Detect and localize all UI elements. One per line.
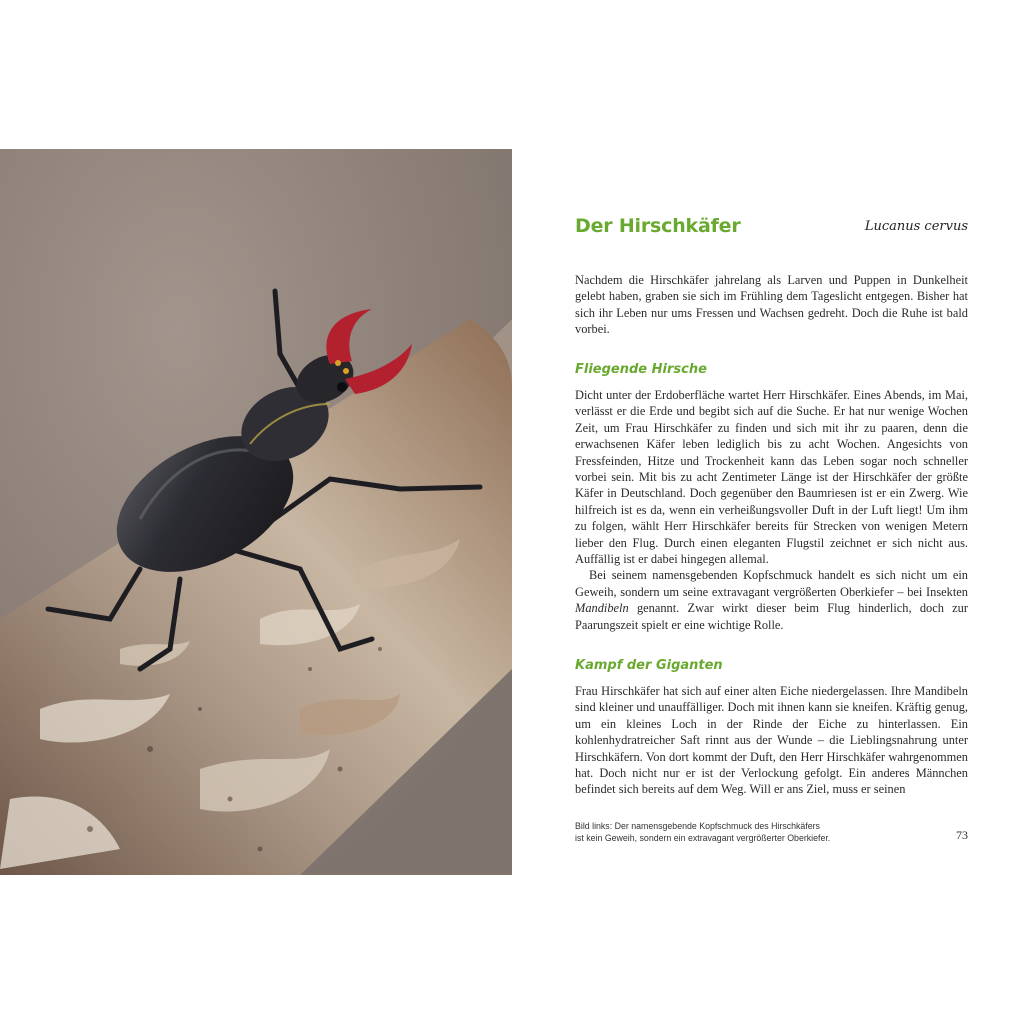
section2-paragraph: Frau Hirschkäfer hat sich auf einer alten Eiche niedergelassen. Ihre Mandibeln sind kleiner und unauffälliger. Doch mit ihnen kann sie kneifen. Kräftig genug, um ein kleines Loch in der Rinde der Eiche zu hinterlassen. Ein kohlenhydratreicher Saft rinnt aus der Wunde – die Lieblingsnahrung unter Hirschkäfern. Von dort kommt der Duft, den Herr Hirschkäfer wahrgenommen hat. Doch nicht nur er ist der Verlockung gefolgt. Ein anderes Männchen befindet sich bereits auf dem Weg. Will er ans Ziel, muss er seinen <box>575 684 968 797</box>
section1-paragraph-1: Dicht unter der Erdoberfläche wartet Herr Hirschkäfer. Eines Abends, im Mai, verlässt er die Erde und begibt sich auf die Suche. Er hat nur wenige Wochen Zeit, um Frau Hirschkäfer zu finden und sich mit ihr zu paaren, denn die erwachsenen Käfer leben lediglich bis zu acht Wochen. Angesichts von Fressfeinden, Hitze und Trockenheit kann das Leben sogar noch schneller vorbei sein. Mit bis zu acht Zentimeter Länge ist der Hirschkäfer der größte Käfer in Deutschland. Doch gegenüber den Baumriesen ist er ein Zwerg. Wie hilfreich ist es da, wenn ein verheißungsvoller Duft in der Luft liegt! Um ihm zu folgen, wählt Herr Hirschkäfer bereits für Strecken von wenigen Metern lieber den Flug. Durch einen eleganten Flugstil zeichnet er sich nicht aus. Auffällig ist er dabei hingegen allemal. <box>575 388 968 567</box>
latin-name: Lucanus cervus <box>864 219 968 234</box>
section1-paragraph <box>575 387 968 633</box>
section-heading-kampf-der-giganten: Kampf der Giganten <box>575 658 723 673</box>
section1-paragraph-2 <box>575 567 968 633</box>
section1-p2-after: genannt. Zwar wirkt dieser beim Flug hinderlich, doch zur Paarungszeit spielt er eine wichtige Rolle. <box>575 601 968 632</box>
section-heading-fliegende-hirsche: Fliegende Hirsche <box>575 362 707 377</box>
beetle-photo <box>0 149 512 875</box>
beetle-illustration <box>0 149 512 875</box>
section1-p2-before: Bei seinem namensgebenden Kopfschmuck handelt es sich nicht um ein Geweih, sondern um seine extravagant vergrößerten Oberkiefer – bei Insekten <box>575 568 968 599</box>
caption-line-1: Bild links: Der namensgebende Kopfschmuck des Hirschkäfers <box>575 821 820 831</box>
intro-paragraph: Nachdem die Hirschkäfer jahrelang als Larven und Puppen in Dunkelheit gelebt haben, graben sie sich im Frühling dem Tageslicht entgegen. Bisher hat sich ihr Leben nur ums Fressen und Wachsen gedreht. Doch die Ruhe ist bald vorbei. <box>575 273 968 337</box>
caption-line-2: ist kein Geweih, sondern ein extravagant vergrößerter Oberkiefer. <box>575 833 831 843</box>
section1-p2-italic: Mandibeln <box>575 601 629 616</box>
page-number: 73 <box>956 828 968 842</box>
page-title: Der Hirschkäfer <box>575 215 741 237</box>
photo-caption <box>575 820 875 844</box>
